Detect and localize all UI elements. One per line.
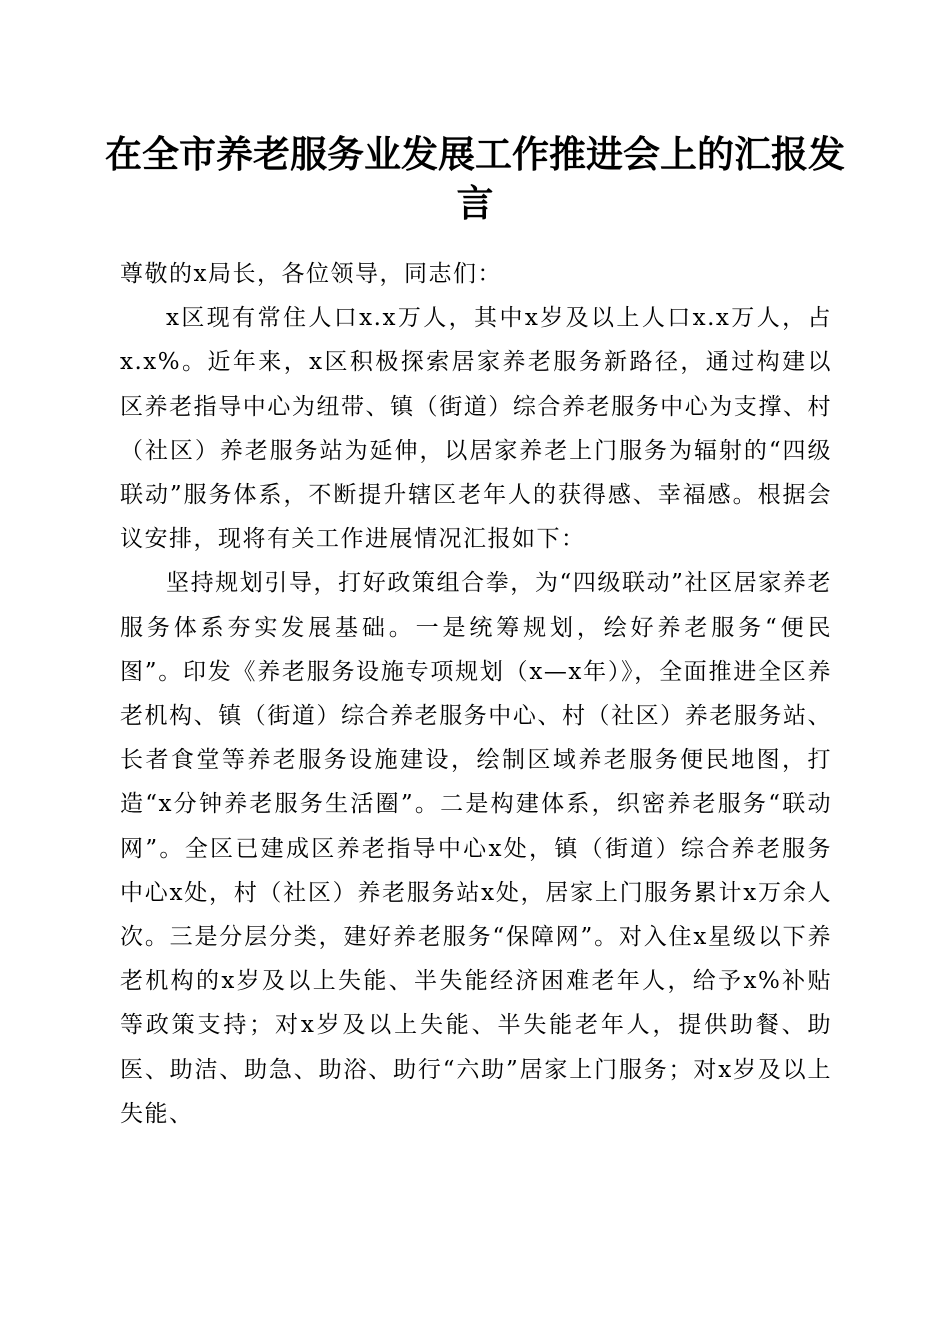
salutation: 尊敬的x局长，各位领导，同志们：: [120, 261, 502, 287]
paragraph-planning: 坚持规划引导，打好政策组合拳，为“四级联动”社区居家养老服务体系夯实发展基础。一是统筹规划，绘好养老服务“便民图”。印发《养老服务设施专项规划（x—x年）》，全面推进全区养老机构、镇（街道）综合养老服务中心、村（社区）养老服务站、长者食堂等养老服务设施建设，绘制区域养老服务便民地图，打造“x分钟养老服务生活圈”。二是构建体系，织密养老服务“联动网”。全区已建成区养老指导中心x处，镇（街道）综合养老服务中心x处，村（社区）养老服务站x处，居家上门服务累计x万余人次。三是分层分类，建好养老服务“保障网”。对入住x星级以下养老机构的x岁及以上失能、半失能经济困难老年人，给予x%补贴等政策支持；对x岁及以上失能、半失能老年人，提供助餐、助医、助洁、助急、助浴、助行“六助”居家上门服务；对x岁及以上失能、: [120, 570, 832, 1127]
document-title: 在全市养老服务业发展工作推进会上的汇报发言: [105, 132, 845, 225]
document-body: [120, 252, 832, 1136]
paragraph-intro: x区现有常住人口x.x万人，其中x岁及以上人口x.x万人，占x.x%。近年来，x区积极探索居家养老服务新路径，通过构建以区养老指导中心为纽带、镇（街道）综合养老服务中心为支撑、村（社区）养老服务站为延伸，以居家养老上门服务为辐射的“四级联动”服务体系，不断提升辖区老年人的获得感、幸福感。根据会议安排，现将有关工作进展情况汇报如下：: [120, 305, 832, 553]
